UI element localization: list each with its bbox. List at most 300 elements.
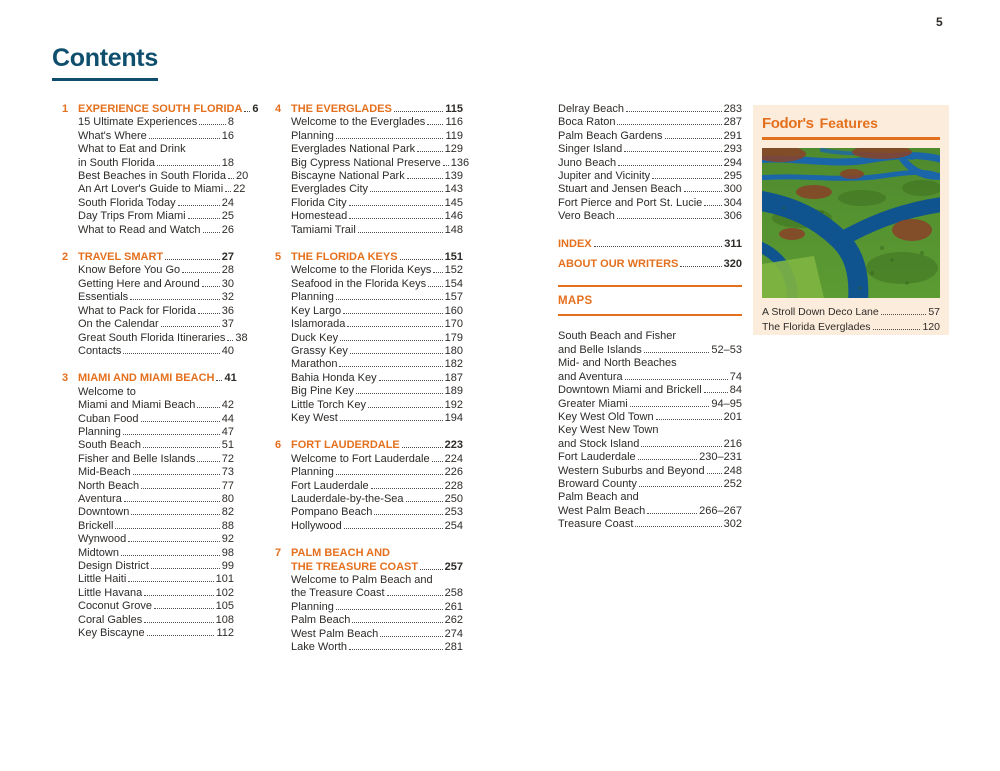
toc-item [78,318,234,331]
chapter-section [275,547,463,654]
toc-item [558,103,742,116]
toc-item-page: 304 [723,196,742,209]
toc-item-label: Florida City [291,196,347,209]
toc-item [291,345,463,358]
toc-item-label: Key Biscayne [78,627,145,640]
maps-heading-label: MAPS [558,295,593,308]
fodors-logo: Fodor's [762,115,814,132]
dot-leader [427,124,443,125]
toc-item-label: Miami and Miami Beach [78,399,196,412]
toc-item-label: Welcome to [78,385,136,398]
dot-leader [639,486,722,487]
toc-item-label: Little Havana [78,586,143,599]
dot-leader [881,314,927,315]
chapter-title: MIAMI AND MIAMI BEACH [78,372,215,385]
toc-item [291,587,463,600]
toc-item [78,413,234,426]
toc-item-label: Brickell [78,519,114,532]
toc-item [291,170,463,183]
chapter-number: 1 [62,103,69,115]
dot-leader [151,568,220,569]
toc-item [78,305,234,318]
toc-item [558,505,742,518]
toc-item [558,518,742,531]
toc-item-label: Welcome to Palm Beach and [291,574,433,586]
dot-leader [188,218,220,219]
chapter-page: 6 [252,103,259,115]
toc-item [78,331,248,345]
section-heading [558,238,742,251]
toc-item-label: Key West New Town [558,424,659,437]
toc-item-page: 72 [221,452,234,465]
toc-item-page: 281 [444,641,463,654]
toc-item [291,305,463,318]
toc-item [78,560,234,573]
toc-item [762,305,940,320]
toc-column-2 [275,103,470,668]
dot-leader [225,191,231,192]
toc-item [78,291,234,304]
toc-item [558,330,742,343]
toc-item-label: and Stock Island [558,437,640,450]
toc-item-page: 102 [215,586,234,599]
toc-item-label: Biscayne National Park [291,170,405,183]
toc-item-label: What to Eat and Drink [78,143,186,156]
dot-leader [617,124,721,125]
toc-item-label: Boca Raton [558,116,616,129]
toc-item [558,116,742,129]
section-heading-label: INDEX [558,237,592,250]
toc-item-label: Palm Beach and [558,491,639,504]
chapter-items [275,264,463,425]
toc-item [558,451,742,464]
dot-leader [202,286,220,287]
toc-item-label: Lake Worth [291,641,348,654]
toc-item-label: Juno Beach [558,156,617,169]
chapter-title: PALM BEACH AND [291,547,390,560]
chapter-heading [275,547,463,560]
dot-leader [665,138,722,139]
dot-leader [130,299,220,300]
toc-item [558,197,742,210]
toc-item-label: Greater Miami [558,397,628,410]
chapter-number: 2 [62,251,69,264]
dot-leader [227,340,233,341]
toc-item-label: Vero Beach [558,210,615,223]
toc-item-label: Palm Beach [291,614,351,627]
dot-leader [165,259,220,260]
toc-item-page: 82 [221,506,234,519]
toc-item-label: the Treasure Coast [291,587,385,600]
toc-item-page: 224 [444,452,463,465]
chapter-heading [275,561,463,574]
toc-item-page: 42 [221,399,234,412]
toc-item-label: Getting Here and Around [78,277,200,290]
toc-item [78,533,234,546]
toc-item [291,453,463,466]
dot-leader [197,407,219,408]
toc-item-label: Best Beaches in South Florida [78,170,226,183]
toc-item-page: 274 [444,627,463,640]
toc-item-page: 180 [444,344,463,357]
toc-item [291,332,463,345]
toc-item-page: 92 [221,533,234,546]
toc-item-label: Downtown [78,506,130,519]
toc-item [558,143,742,156]
chapter-section [62,103,259,237]
toc-item-label: Aventura [78,492,122,505]
toc-item-page: 293 [723,143,742,156]
dot-leader [370,191,443,192]
toc-item-page: 230–231 [699,451,742,464]
dot-leader [873,329,921,330]
dot-leader [349,649,443,650]
toc-item [78,506,234,519]
chapter-section [275,251,463,425]
dot-leader [197,461,219,462]
chapter-number: 7 [275,547,282,560]
toc-item-page: 143 [444,183,463,196]
dot-leader [123,434,220,435]
toc-item-page: 262 [444,614,463,627]
chapter-items [275,116,470,237]
toc-item-label: North Beach [78,479,140,492]
toc-item-page: 18 [221,156,234,169]
toc-item-label: West Palm Beach [291,627,379,640]
toc-item-label: Coral Gables [78,613,143,626]
chapter-title: TRAVEL SMART [78,251,164,264]
toc-item [558,357,742,370]
toc-item-label: Singer Island [558,143,623,156]
toc-item-page: 99 [221,560,234,572]
toc-item-page: 252 [723,477,742,490]
toc-item-label: and Belle Islands [558,343,642,356]
toc-item-page: 283 [723,103,742,115]
toc-item-page: 253 [444,506,463,519]
dot-leader [131,514,219,515]
toc-item [78,116,234,129]
toc-item-page: 254 [444,519,463,532]
chapter-title: EXPERIENCE SOUTH FLORIDA [78,103,243,115]
toc-item-label: What's Where [78,129,147,142]
toc-item-page: 30 [221,277,234,290]
toc-item [558,344,742,357]
toc-item-page: 201 [723,410,742,423]
dot-leader [625,379,728,380]
dot-leader [352,622,442,623]
toc-item [558,384,742,397]
dot-leader [428,286,443,287]
toc-item-label: Fort Lauderdale [558,451,636,464]
dot-leader [336,609,443,610]
toc-item [78,170,249,183]
toc-item-label: Welcome to the Everglades [291,116,426,129]
chapter-heading [62,251,234,264]
toc-item [291,197,463,210]
toc-item [762,320,940,335]
toc-column-1 [62,103,259,654]
dot-leader [154,608,214,609]
toc-item-group [558,330,742,531]
toc-item-page: 302 [723,518,742,531]
toc-item-page: 25 [221,210,234,223]
toc-item [291,628,463,641]
toc-item-page: 16 [221,129,234,142]
dot-leader [417,151,443,152]
toc-item-page: 74 [729,370,742,383]
toc-item [558,170,742,183]
toc-item [291,210,463,223]
chapter-page: 41 [224,372,237,385]
toc-item-label: Little Haiti [78,573,127,586]
toc-item-label: Great South Florida Itineraries [78,331,226,344]
toc-item [78,264,234,277]
toc-item [291,291,463,304]
dot-leader [647,513,697,514]
toc-item-page: 80 [221,492,234,505]
toc-item [78,183,246,196]
toc-item [291,264,463,277]
dot-leader [433,272,442,273]
toc-item [78,224,234,237]
toc-item-page: 94–95 [711,397,742,410]
toc-item-page: 105 [215,600,234,613]
dot-leader [349,205,443,206]
toc-item-label: Know Before You Go [78,264,181,277]
toc-item-label: What to Pack for Florida [78,304,196,317]
dot-leader [121,555,220,556]
chapter-page: 115 [445,103,463,115]
dot-leader [228,178,234,179]
section-heading [558,258,742,271]
toc-item-page: 258 [444,587,463,600]
dot-leader [638,459,698,460]
toc-item-page: 146 [444,210,463,223]
toc-item [78,345,234,358]
chapter-number: 3 [62,372,69,385]
chapter-section [62,372,237,640]
dot-leader [336,138,444,139]
dot-leader [141,421,220,422]
section-heading-page: 320 [723,258,742,271]
toc-item-label: Tamiami Trail [291,223,356,236]
toc-item [291,143,463,156]
chapter-number: 5 [275,251,282,264]
toc-item-label: Lauderdale-by-the-Sea [291,492,404,505]
dot-leader [347,326,442,327]
chapter-section [275,103,470,237]
toc-item-label: Wynwood [78,533,127,546]
toc-item-label: Fisher and Belle Islands [78,452,196,465]
dot-leader [141,488,220,489]
toc-item-page: 194 [444,411,463,424]
folio-page-number: 5 [936,15,943,29]
chapter-number: 4 [275,103,282,115]
toc-item-label: Grassy Key [291,344,348,357]
chapter-number: 6 [275,439,282,452]
chapter-heading [62,103,259,116]
toc-item-label: Mid- and North Beaches [558,357,677,370]
chapter-items [62,386,234,641]
page-title: Contents [52,44,158,81]
toc-item [78,547,234,560]
toc-item [78,399,234,412]
toc-item [291,130,463,143]
chapter-title: THE EVERGLADES [291,103,392,115]
toc-item-label: What to Read and Watch [78,223,201,236]
chapter-heading [62,372,237,385]
toc-item-label: On the Calendar [78,318,159,331]
toc-item-label: South Beach and Fisher [558,330,677,343]
toc-item-label: Downtown Miami and Brickell [558,384,702,397]
dot-leader [199,124,226,125]
toc-item-page: 73 [221,466,234,479]
features-caption-list [762,305,940,335]
dot-leader [624,151,721,152]
toc-item-group [558,103,742,224]
toc-item [78,600,234,613]
toc-item-label: Big Cypress National Preserve [291,156,441,169]
toc-item-label: Everglades City [291,183,369,196]
dot-leader [400,259,443,260]
toc-item [78,627,234,640]
toc-item-label: Palm Beach Gardens [558,129,663,142]
dot-leader [143,447,220,448]
dot-leader [630,406,710,407]
toc-item [291,183,463,196]
toc-item-label: and Aventura [558,370,623,383]
toc-item-label: Key Largo [291,304,342,317]
dot-leader [161,326,220,327]
dot-leader [157,165,220,166]
toc-item-page: 291 [723,129,742,142]
toc-item-label: A Stroll Down Deco Lane [762,306,879,318]
chapter-items [62,264,248,358]
dot-leader [216,380,222,381]
toc-item-label: Coconut Grove [78,600,152,613]
toc-item-page: 179 [444,331,463,344]
toc-item-label: Pompano Beach [291,506,373,519]
dot-leader [368,407,443,408]
toc-item [558,465,742,478]
dot-leader [350,353,443,354]
toc-item-page: 136 [450,156,470,169]
dot-leader [339,366,442,367]
toc-item [291,399,463,412]
dot-leader [336,299,443,300]
toc-item-label: Cuban Food [78,412,139,425]
toc-item-label: Marathon [291,358,338,371]
toc-item-page: 36 [221,304,234,317]
toc-item-label: Planning [78,425,121,438]
toc-item-label: Planning [291,466,334,479]
toc-item [291,385,463,398]
toc-item [78,466,234,479]
toc-item-page: 287 [723,116,742,129]
toc-item-page: 116 [445,116,463,129]
dot-leader [402,447,443,448]
dot-leader [133,474,220,475]
dot-leader [371,488,443,489]
toc-item-page: 294 [723,156,742,169]
toc-item [78,587,234,600]
toc-item-page: 119 [445,129,463,142]
chapter-items [275,453,463,533]
toc-item-page: 52–53 [711,343,742,356]
toc-item-label: Fort Pierce and Port St. Lucie [558,196,703,209]
toc-item [291,116,463,129]
toc-item-page: 145 [444,196,463,209]
toc-item [291,493,463,506]
toc-item-label: Planning [291,129,334,142]
toc-item-page: 28 [221,264,234,277]
dot-leader [124,501,220,502]
dot-leader [380,636,442,637]
toc-item-label: Big Pine Key [291,385,354,398]
toc-item [291,574,463,587]
toc-item-label: in South Florida [78,156,156,169]
toc-item [78,426,234,439]
toc-item-page: 300 [723,183,742,196]
dot-leader [618,165,722,166]
fodors-features-box [753,105,949,335]
toc-item-label: Bahia Honda Key [291,371,377,384]
toc-item-page: 266–267 [699,504,742,517]
toc-item [78,573,234,586]
toc-item [558,183,742,196]
toc-item [291,318,463,331]
toc-item-page: 228 [444,479,463,492]
toc-item [78,197,234,210]
toc-item [558,411,742,424]
dot-leader [336,474,443,475]
toc-item-label: Broward County [558,477,637,490]
toc-item-page: 182 [444,358,463,371]
chapter-page: 257 [444,560,463,573]
toc-item-page: 44 [221,412,234,425]
toc-item-label: Key West Old Town [558,410,654,423]
chapter-title: FORT LAUDERDALE [291,439,400,452]
toc-item-label: South Florida Today [78,196,176,209]
chapter-page: 151 [444,251,463,264]
maps-heading [558,285,742,316]
dot-leader [617,218,722,219]
toc-item-page: 8 [227,116,234,129]
dot-leader [635,526,721,527]
toc-item [291,641,463,654]
dot-leader [704,392,728,393]
toc-item [291,466,463,479]
toc-item-page: 189 [444,385,463,398]
toc-item-page: 154 [444,277,463,290]
toc-item-label: An Art Lover's Guide to Miami [78,183,224,196]
section-heading-label: ABOUT OUR WRITERS [558,258,679,271]
toc-item [291,156,470,170]
dot-leader [115,528,219,529]
chapter-heading [275,103,463,116]
toc-item-page: 57 [928,306,940,318]
toc-item-label: Jupiter and Vicinity [558,170,651,183]
dot-leader [340,340,443,341]
toc-item-page: 192 [444,398,463,411]
toc-item [558,371,742,384]
toc-item-label: Hollywood [291,519,342,532]
toc-item-label: Mid-Beach [78,466,131,479]
toc-item-page: 51 [221,439,234,452]
chapter-heading [275,439,463,452]
section-heading-page: 311 [724,237,742,250]
toc-item-page: 84 [729,384,742,397]
